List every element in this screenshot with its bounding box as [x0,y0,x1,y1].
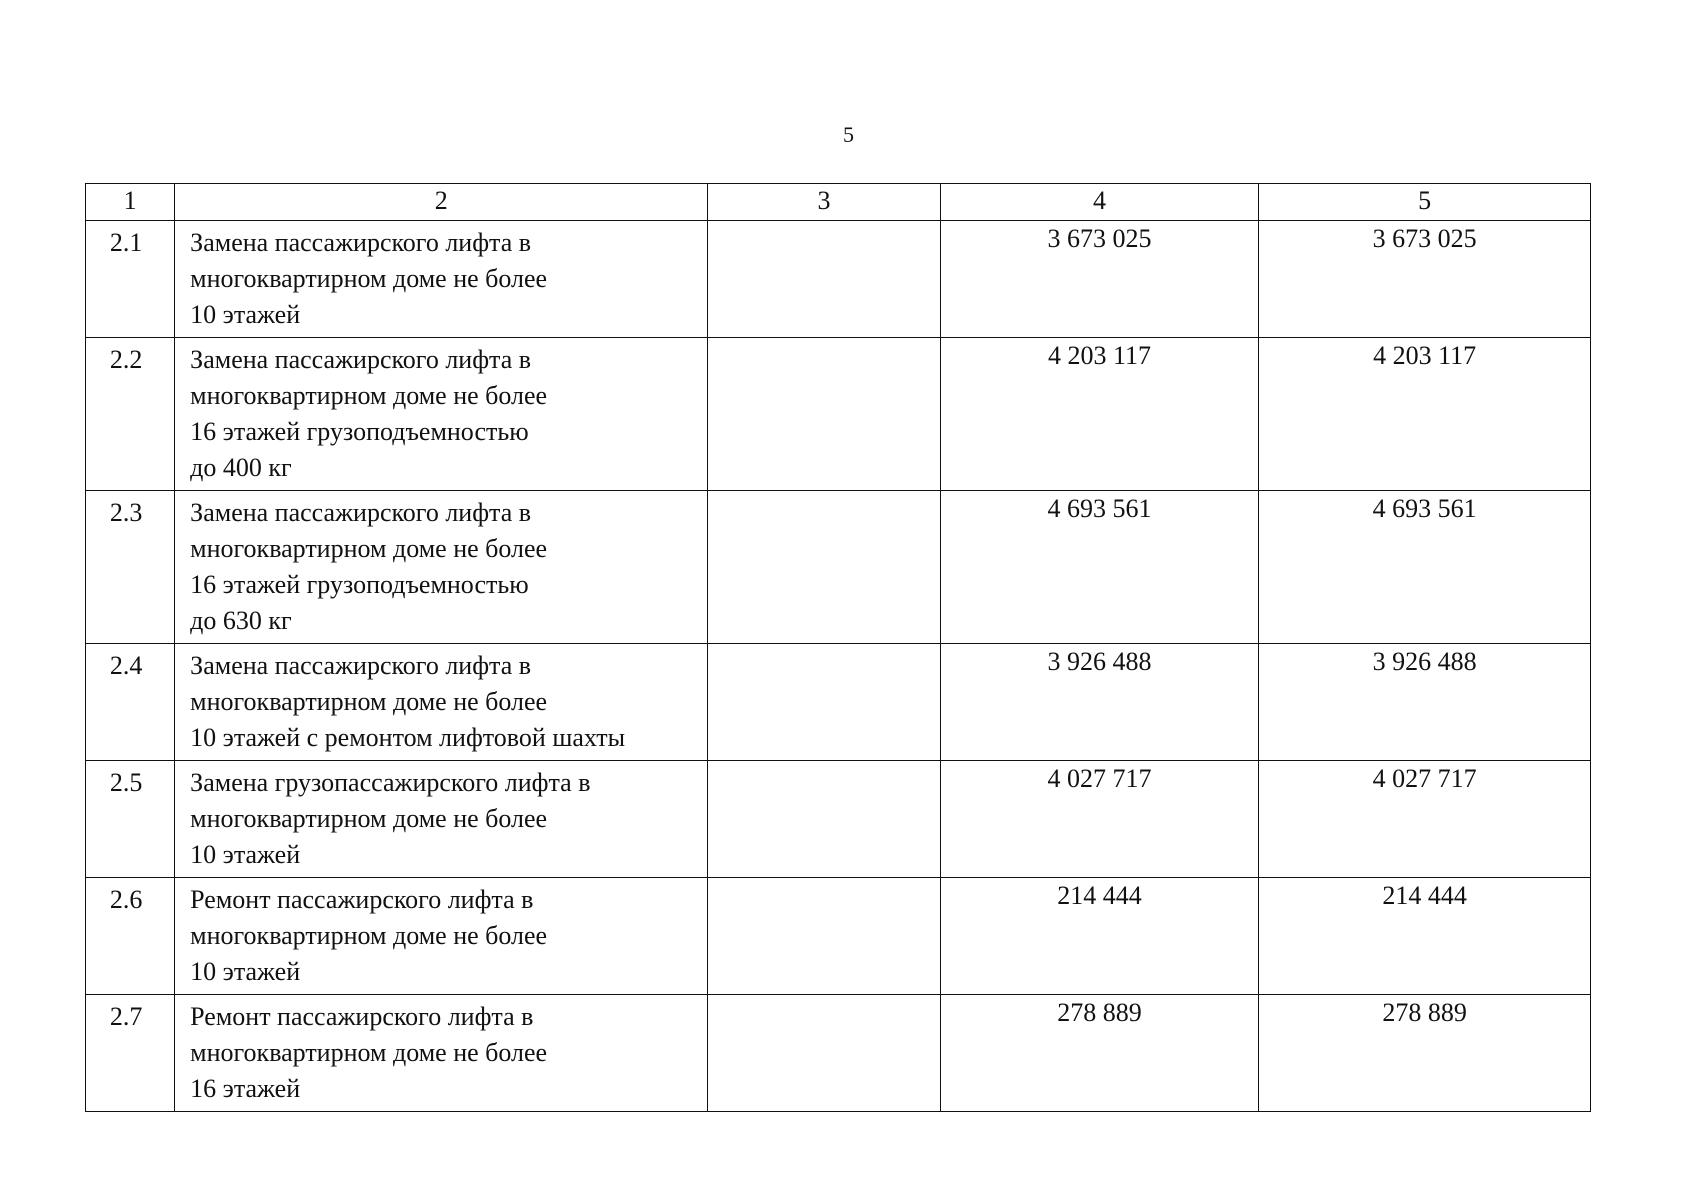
work-name-line: многоквартирном доме не более [190,921,548,950]
work-name-line: 16 этажей грузоподъемностью [190,417,529,446]
work-name-line: многоквартирном доме не более [190,1038,548,1067]
work-name-line: 10 этажей [190,957,301,986]
work-name-line: Замена грузопассажирского лифта в [190,768,591,797]
work-name-line: 10 этажей [190,300,301,329]
work-name-line: Замена пассажирского лифта в [190,651,532,680]
work-name-line: многоквартирном доме не более [190,534,548,563]
column-5-value-cell: 4 027 717 [1259,761,1591,878]
table-header-row [86,184,1591,221]
work-name-line: Ремонт пассажирского лифта в [190,1002,534,1031]
column-4-value-cell: 4 027 717 [940,761,1259,878]
column-3-cell [708,491,940,644]
work-name-line: Замена пассажирского лифта в [190,228,532,257]
table-row [86,221,1591,338]
column-5-value-cell: 3 673 025 [1259,221,1591,338]
column-3-cell [708,995,940,1112]
column-4-value-cell: 214 444 [940,878,1259,995]
work-name-cell [175,338,708,491]
column-4-value-cell: 3 673 025 [940,221,1259,338]
column-5-value-cell: 4 693 561 [1259,491,1591,644]
table-row [86,338,1591,491]
work-name-cell [175,644,708,761]
column-4-value-cell: 278 889 [940,995,1259,1112]
row-number-cell: 2.1 [86,221,175,338]
table-row [86,995,1591,1112]
cost-table [85,183,1591,1112]
work-name-cell [175,221,708,338]
row-number-cell: 2.4 [86,644,175,761]
column-5-value-cell: 3 926 488 [1259,644,1591,761]
table-row [86,878,1591,995]
work-name-cell [175,995,708,1112]
header-cell-4: 4 [940,184,1259,221]
header-cell-5: 5 [1259,184,1591,221]
column-3-cell [708,644,940,761]
work-name-line: многоквартирном доме не более [190,264,548,293]
column-5-value-cell: 4 203 117 [1259,338,1591,491]
column-4-value-cell: 4 203 117 [940,338,1259,491]
table-row [86,644,1591,761]
column-5-value-cell: 278 889 [1259,995,1591,1112]
work-name-line: Замена пассажирского лифта в [190,498,532,527]
work-name-cell [175,761,708,878]
work-name-line: Ремонт пассажирского лифта в [190,885,534,914]
work-name-line: 16 этажей [190,1074,301,1103]
work-name-line: 16 этажей грузоподъемностью [190,570,529,599]
header-cell-3: 3 [708,184,940,221]
work-name-line: многоквартирном доме не более [190,687,548,716]
header-cell-2: 2 [175,184,708,221]
column-4-value-cell: 3 926 488 [940,644,1259,761]
work-name-cell [175,491,708,644]
header-cell-1: 1 [86,184,175,221]
row-number-cell: 2.6 [86,878,175,995]
column-3-cell [708,338,940,491]
column-3-cell [708,761,940,878]
column-3-cell [708,878,940,995]
work-name-line: до 400 кг [190,453,292,482]
work-name-line: до 630 кг [190,606,292,635]
row-number-cell: 2.5 [86,761,175,878]
work-name-line: 10 этажей [190,840,301,869]
work-name-line: многоквартирном доме не более [190,381,548,410]
work-name-line: многоквартирном доме не более [190,804,548,833]
column-3-cell [708,221,940,338]
page-number: 5 [843,122,854,147]
table-row [86,761,1591,878]
table-row [86,491,1591,644]
column-5-value-cell: 214 444 [1259,878,1591,995]
row-number-cell: 2.7 [86,995,175,1112]
work-name-line: 10 этажей с ремонтом лифтовой шахты [190,723,626,752]
column-4-value-cell: 4 693 561 [940,491,1259,644]
row-number-cell: 2.3 [86,491,175,644]
row-number-cell: 2.2 [86,338,175,491]
work-name-cell [175,878,708,995]
work-name-line: Замена пассажирского лифта в [190,345,532,374]
